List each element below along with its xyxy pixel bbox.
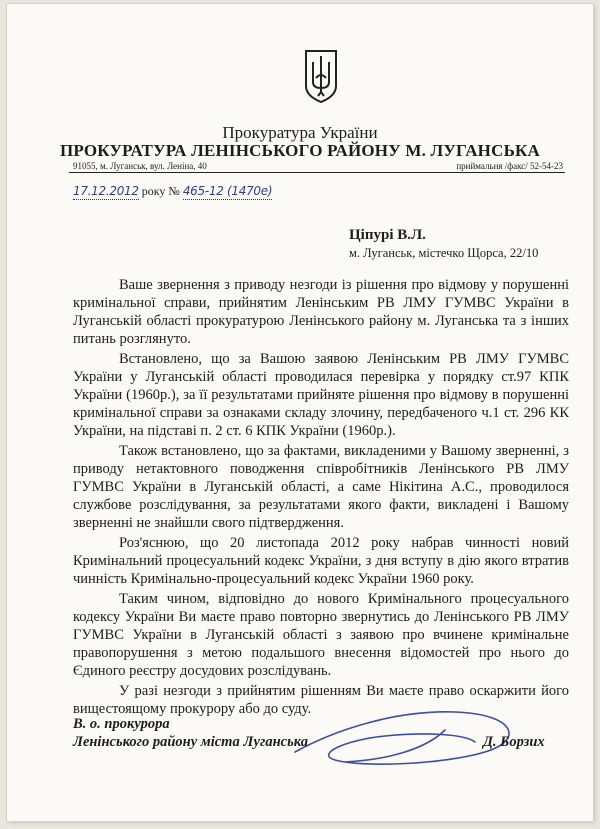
paragraph: Роз'яснюю, що 20 листопада 2012 року набрав чинності новий Кримінальний процесуальний кодекс України, з дня вступу в дію якого втратив чинність Кримінально-процесуальний кодекс України 1960 року.	[73, 535, 569, 587]
paragraph: Таким чином, відповідно до нового Кримінального процесуального кодексу України Ви маєте право повторно звернутись до Ленінського РВ ЛМУ ГУМВС України в Луганській області з заявою про вчинене кримінальне правопорушення з метою подальшого внесення відомостей про нього до Єдиного реєстру досудових розслідувань.	[73, 591, 569, 679]
org-name-line1: Прокуратура України	[222, 123, 378, 142]
recipient-address: м. Луганськ, містечко Щорса, 22/10	[349, 246, 539, 260]
registration-number: 465-12 (1470e)	[182, 184, 273, 198]
signatory-name: Д. Борзих	[483, 734, 545, 750]
org-phone: приймальня /факс/ 52-54-23	[456, 161, 563, 171]
paragraph: Ваше звернення з приводу незгоди із рішення про відмову у порушенні кримінальної справи, прийнятим Ленінським РВ ЛМУ ГУМВС України в Луганській області прокуратурою Ленінського району м. Луганська та з інших питань розглянуто.	[73, 277, 569, 347]
registration-line	[73, 184, 272, 200]
header-divider	[69, 172, 565, 173]
org-name-line2: ПРОКУРАТУРА ЛЕНІНСЬКОГО РАЙОНУ М. ЛУГАНСЬКА	[59, 141, 541, 160]
org-address: 91055, м. Луганськ, вул. Леніна, 40	[73, 161, 207, 171]
paragraph: Встановлено, що за Вашою заявою Ленінським РВ ЛМУ ГУМВС України у Луганській області проводилася перевірка у порядку ст.97 КПК України (1960р.), за її результатами прийняте рішення про відмову в порушенні кримінальної справи за ознаками складу злочину, передбаченого ч.1 ст. 296 КК України, на підставі п. 2 ст. 6 КПК України (1960р.).	[73, 351, 569, 439]
signatory-title-line1: В. о. прокурора	[73, 716, 170, 732]
recipient-name: Ціпурі В.Л.	[349, 227, 426, 243]
letter-page	[7, 4, 593, 821]
registration-date: 17.12.2012	[73, 184, 139, 198]
paragraph: Також встановлено, що за фактами, викладеними у Вашому зверненні, з приводу нетактовного поводження співробітників Ленінського РВ ЛМУ ГУМВС України в Луганській області, а саме Нікітина А.С., проводилося службове розслідування, за результатами якого факти, викладені і Вашому зверненні не знайшли свого підтвердження.	[73, 443, 569, 531]
trident-emblem-icon	[303, 48, 339, 104]
paragraph: У разі незгоди з прийнятим рішенням Ви маєте право оскаржити його вищестоящому прокурору або до суду.	[73, 683, 569, 717]
letter-body	[73, 276, 569, 720]
registration-year-label: року №	[141, 184, 180, 198]
signatory-title-line2: Ленінського району міста Луганська	[73, 734, 308, 750]
